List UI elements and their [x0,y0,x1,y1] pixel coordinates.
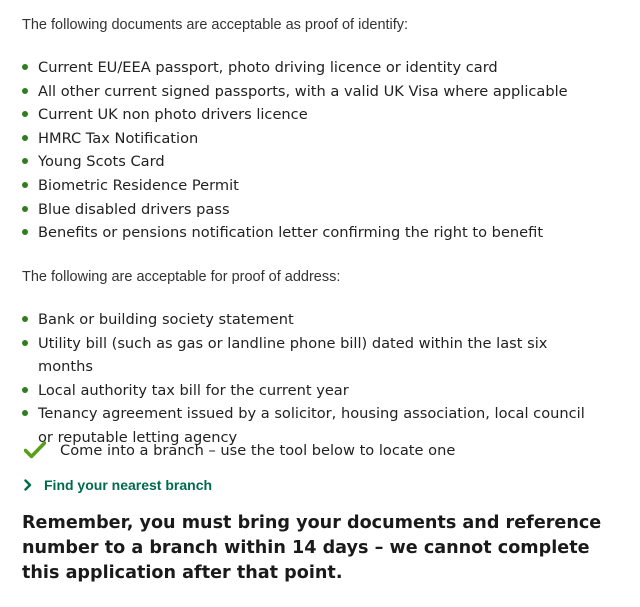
list-item [22,174,602,198]
find-nearest-branch-link[interactable] [24,477,212,493]
list-item-label: Benefits or pensions notification letter confirming the right to benefit [38,224,544,242]
bullet-icon [22,206,28,212]
bullet-icon [22,111,28,117]
identity-intro: The following documents are acceptable as proof of identify: [22,17,409,33]
address-documents-list [22,308,592,450]
list-item-label: Current UK non photo drivers licence [38,106,308,124]
reminder-notice: Remember, you must bring your documents and reference number to a branch within 14 days – we cannot complete this application after that point. [22,513,602,583]
list-item [22,198,602,222]
list-item [22,150,602,174]
list-item [22,221,602,245]
bullet-icon [22,135,28,141]
list-item-label: All other current signed passports, with a valid UK Visa where applicable [38,82,568,100]
list-item-label: Local authority tax bill for the current year [38,381,349,399]
list-item [22,80,602,104]
list-item-label: Biometric Residence Permit [38,176,239,194]
identity-documents-list [22,56,602,245]
bullet-icon [22,229,28,235]
list-item-label: Utility bill (such as gas or landline phone bill) dated within the last six months [38,334,548,376]
list-item [22,332,592,379]
bullet-icon [22,410,28,416]
list-item [22,308,592,332]
list-item-label: Young Scots Card [38,153,165,171]
bullet-icon [22,340,28,346]
bullet-icon [22,88,28,94]
list-item [22,103,602,127]
checkmark-icon [24,441,46,459]
bullet-icon [22,316,28,322]
bullet-icon [22,64,28,70]
branch-visit-note [24,438,455,462]
find-nearest-branch-label: Find your nearest branch [44,477,213,493]
bullet-icon [22,158,28,164]
list-item [22,56,602,80]
address-intro: The following are acceptable for proof of address: [22,269,341,285]
bullet-icon [22,387,28,393]
chevron-right-icon [24,479,32,491]
list-item-label: HMRC Tax Notification [38,129,199,147]
list-item [22,127,602,151]
list-item-label: Tenancy agreement issued by a solicitor, housing association, local council or reputable letting agency [38,405,585,446]
list-item-label: Current EU/EEA passport, photo driving licence or identity card [38,59,498,76]
bullet-icon [22,182,28,188]
list-item-label: Blue disabled drivers pass [38,200,230,218]
branch-visit-text: Come into a branch – use the tool below to locate one [60,441,456,459]
list-item [22,379,592,403]
list-item-label: Bank or building society statement [38,311,294,328]
